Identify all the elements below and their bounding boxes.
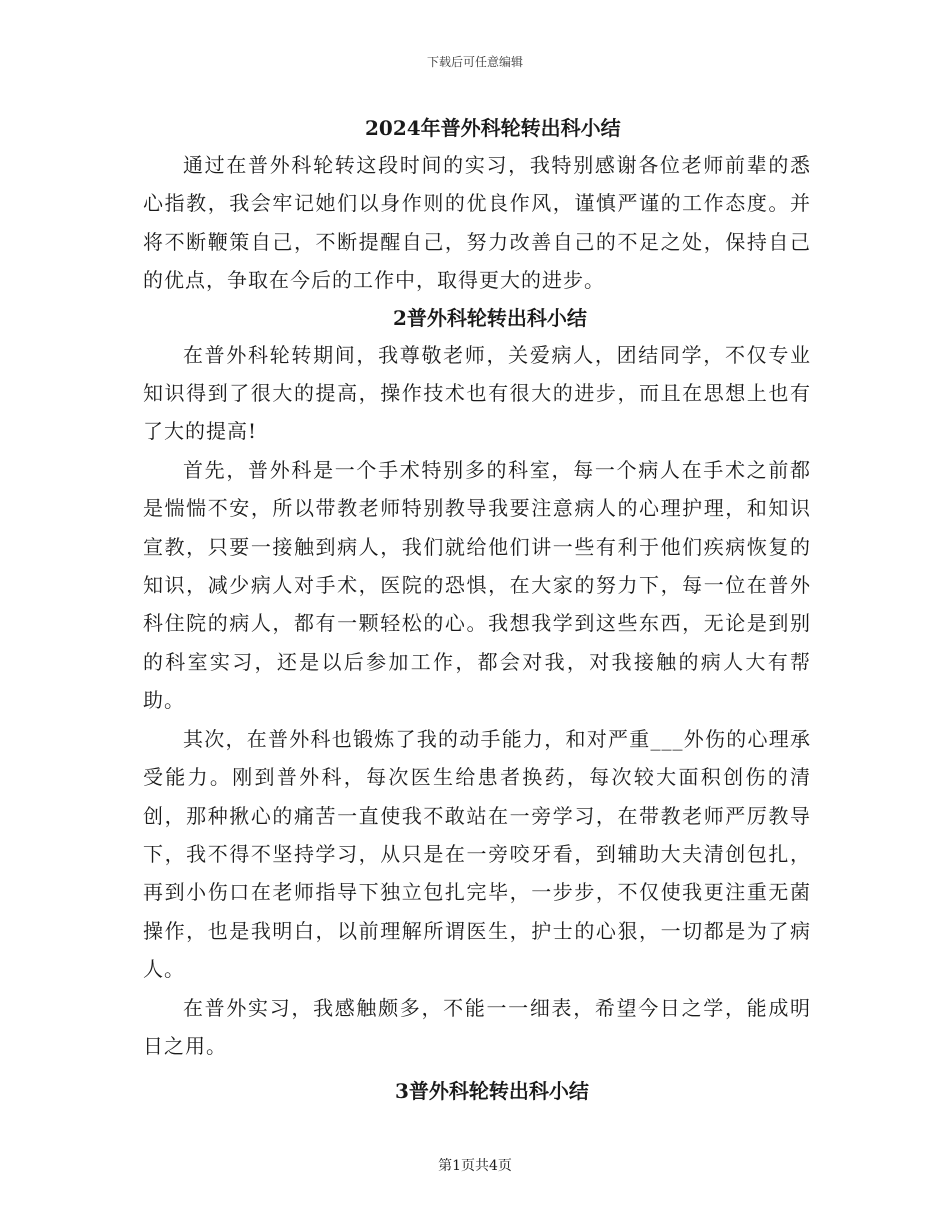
page-number: 第1页共4页 bbox=[438, 1158, 512, 1174]
paragraph: 通过在普外科轮转这段时间的实习，我特别感谢各位老师前辈的悉心指教，我会牢记她们以身作则的优良作风，谨慎严谨的工作态度。并将不断鞭策自己，不断提醒自己，努力改善自己的不足之处，保持自己的优点，争取在今后的工作中，取得更大的进步。 bbox=[143, 153, 811, 293]
section-title: 2024年普外科轮转出科小结 bbox=[365, 116, 621, 140]
paragraph: 其次，在普外科也锻炼了我的动手能力，和对严重___外伤的心理承受能力。刚到普外科，每次医生给患者换药，每次较大面积创伤的清创，那种揪心的痛苦一直使我不敢站在一旁学习，在带教老师严厉教导下，我不得不坚持学习，从只是在一旁咬牙看，到辅助大夫清创包扎，再到小伤口在老师指导下独立包扎完毕，一步步，不仅使我更注重无菌操作，也是我明白，以前理解所谓医生，护士的心狠，一切都是为了病人。 bbox=[143, 726, 811, 982]
header-note: 下载后可任意编辑 bbox=[426, 55, 523, 69]
section-title: 2普外科轮转出科小结 bbox=[393, 305, 587, 330]
paragraph: 在普外实习，我感触颇多，不能一一细表，希望今日之学，能成明日之用。 bbox=[143, 995, 811, 1058]
section-title: 3普外科轮转出科小结 bbox=[395, 1079, 589, 1104]
document-body bbox=[143, 110, 811, 1109]
paragraph: 首先，普外科是一个手术特别多的科室，每一个病人在手术之前都是惴惴不安，所以带教老师特别教导我要注意病人的心理护理，和知识宣教，只要一接触到病人，我们就给他们讲一些有利于他们疾病恢复的知识，减少病人对手术，医院的恐惧，在大家的努力下，每一位在普外科住院的病人，都有一颗轻松的心。我想我学到这些东西，无论是到别的科室实习，还是以后参加工作，都会对我，对我接触的病人大有帮助。 bbox=[143, 457, 811, 713]
paragraph: 在普外科轮转期间，我尊敬老师，关爱病人，团结同学，不仅专业知识得到了很大的提高，操作技术也有很大的进步，而且在思想上也有了大的提高! bbox=[143, 342, 811, 444]
